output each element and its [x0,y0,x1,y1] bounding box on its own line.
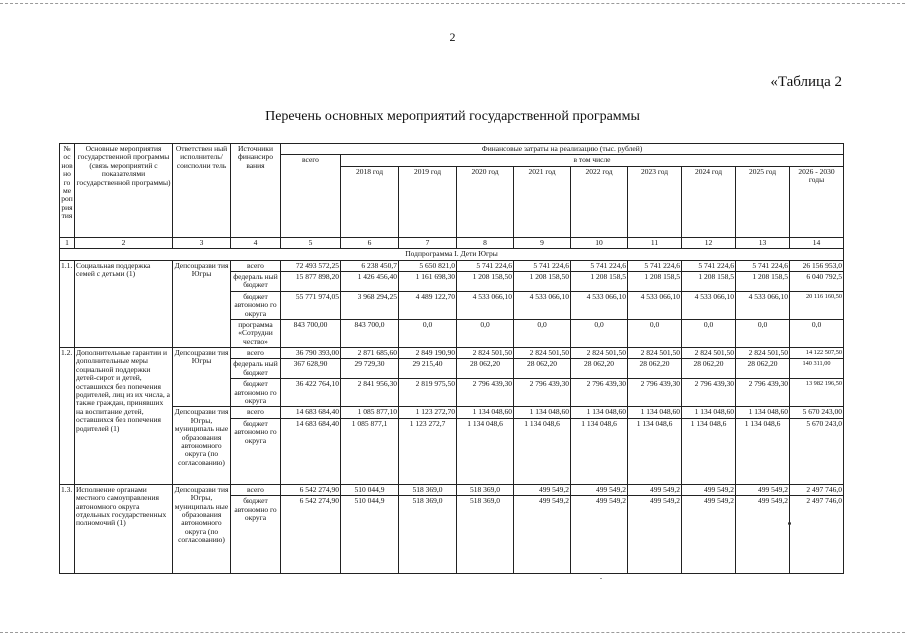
value-cell: 36 790 393,00 [281,348,341,359]
column-index: 14 [790,237,844,248]
responsible-executor: Депсоцразви тия Югры [173,260,231,348]
column-index: 3 [173,237,231,248]
value-cell: 1 134 048,6 [736,418,790,484]
header-year: 2019 год [399,166,457,237]
column-index: 7 [399,237,457,248]
value-cell: 0,0 [571,319,628,347]
value-cell: 1 208 158,50 [457,271,514,291]
value-cell: 4 533 066,10 [682,291,736,319]
scan-dot [788,522,791,525]
value-cell: 2 824 501,50 [628,348,682,359]
value-cell: 29 215,40 [399,359,457,379]
top-scan-edge [0,3,905,4]
subprogram-title: Подпрограмма I. Дети Югры [60,249,844,260]
value-cell: 4 533 066,10 [736,291,790,319]
value-cell: 843 700,00 [281,319,341,347]
value-cell: 5 650 821,0 [399,260,457,271]
funding-source: бюджет автономно го округа [231,379,281,407]
value-cell: 4 489 122,70 [399,291,457,319]
value-cell: 29 729,30 [341,359,399,379]
value-cell: 13 982 196,50 [790,379,844,407]
value-cell: 1 134 048,60 [571,407,628,418]
value-cell: 2 796 439,30 [682,379,736,407]
value-cell: 510 044,9 [341,496,399,574]
value-cell: 0,0 [682,319,736,347]
value-cell: 6 542 274,90 [281,496,341,574]
value-cell: 14 683 684,40 [281,407,341,418]
value-cell: 1 208 158,5 [628,271,682,291]
header-finance: Финансовые затраты на реализацию (тыс. рублей) [281,144,844,155]
value-cell: 1 208 158,5 [571,271,628,291]
value-cell: 28 062,20 [628,359,682,379]
value-cell: 0,0 [628,319,682,347]
value-cell: 2 796 439,30 [457,379,514,407]
header-year: 2021 год [514,166,571,237]
value-cell: 1 134 048,6 [571,418,628,484]
value-cell: 2 824 501,50 [457,348,514,359]
value-cell: 499 549,2 [682,496,736,574]
column-index: 5 [281,237,341,248]
value-cell: 28 062,20 [736,359,790,379]
value-cell: 1 134 048,6 [457,418,514,484]
measure-number: 1.1. [60,260,75,348]
header-year: 2018 год [341,166,399,237]
funding-source: бюджет автономно го округа [231,418,281,484]
funding-source: федераль ный бюджет [231,271,281,291]
value-cell: 2 824 501,50 [682,348,736,359]
value-cell: 499 549,2 [514,496,571,574]
value-cell: 3 968 294,25 [341,291,399,319]
value-cell: 55 771 974,05 [281,291,341,319]
document-title: Перечень основных мероприятий государственной программы [265,109,640,124]
value-cell: 2 849 190,90 [399,348,457,359]
funding-source: федераль ный бюджет [231,359,281,379]
value-cell: 499 549,2 [628,496,682,574]
value-cell: 14 683 684,40 [281,418,341,484]
value-cell: 14 122 507,50 [790,348,844,359]
responsible-executor: Депсоцразви тия Югры [173,348,231,407]
funding-source: всего [231,348,281,359]
value-cell: 0,0 [399,319,457,347]
funding-source: всего [231,260,281,271]
value-cell: 6 238 450,7 [341,260,399,271]
value-cell: 4 533 066,10 [514,291,571,319]
header-including: в том числе [341,155,844,166]
measure-number: 1.3. [60,484,75,573]
value-cell: 5 670 243,0 [790,418,844,484]
value-cell: 499 549,2 [736,484,790,495]
header-num: № ос нов но го ме роп рия тия [60,144,75,238]
value-cell: 0,0 [457,319,514,347]
value-cell: 28 062,20 [571,359,628,379]
funding-source: всего [231,484,281,495]
value-cell: 2 841 956,30 [341,379,399,407]
value-cell: 4 533 066,10 [457,291,514,319]
value-cell: 1 134 048,60 [514,407,571,418]
column-index: 9 [514,237,571,248]
funding-source: бюджет автономно го округа [231,291,281,319]
value-cell: 499 549,2 [736,496,790,574]
header-year: 2025 год [736,166,790,237]
value-cell: 1 085 877,10 [341,407,399,418]
value-cell: 1 123 272,70 [399,407,457,418]
value-cell: 20 116 160,50 [790,291,844,319]
scan-speck [600,578,602,579]
value-cell: 499 549,2 [514,484,571,495]
value-cell: 499 549,2 [571,496,628,574]
bottom-scan-edge [0,632,905,633]
value-cell: 140 311,00 [790,359,844,379]
header-sources: Источники финансиро вания [231,144,281,238]
header-responsible: Ответствен ный исполнитель/ соисполни тель [173,144,231,238]
value-cell: 1 134 048,60 [736,407,790,418]
value-cell: 2 796 439,30 [736,379,790,407]
value-cell: 2 824 501,50 [514,348,571,359]
value-cell: 499 549,2 [682,484,736,495]
column-index: 11 [628,237,682,248]
column-index: 1 [60,237,75,248]
table-row [60,260,844,271]
table-row [60,348,844,359]
value-cell: 2 871 685,60 [341,348,399,359]
value-cell: 26 156 953,0 [790,260,844,271]
value-cell: 518 369,0 [399,496,457,574]
value-cell: 2 796 439,30 [514,379,571,407]
page-number: 2 [449,30,456,44]
value-cell: 499 549,2 [628,484,682,495]
value-cell: 28 062,20 [682,359,736,379]
header-total: всего [281,155,341,237]
funding-source: программа «Сотрудни чество» [231,319,281,347]
measure-number: 1.2. [60,348,75,485]
column-index: 13 [736,237,790,248]
value-cell: 1 134 048,60 [682,407,736,418]
value-cell: 499 549,2 [571,484,628,495]
value-cell: 0,0 [514,319,571,347]
header-year: 2023 год [628,166,682,237]
value-cell: 28 062,20 [514,359,571,379]
header-year: 2024 год [682,166,736,237]
value-cell: 0,0 [790,319,844,347]
value-cell: 5 741 224,6 [628,260,682,271]
program-measures-table [59,143,844,574]
value-cell: 1 123 272,7 [399,418,457,484]
value-cell: 1 161 698,30 [399,271,457,291]
value-cell: 1 134 048,6 [628,418,682,484]
value-cell: 4 533 066,10 [571,291,628,319]
header-measures: Основные мероприятия государственной программы (связь мероприятий с показателями государственной программы) [75,144,173,238]
header-year: 2020 год [457,166,514,237]
column-index: 12 [682,237,736,248]
value-cell: 28 062,20 [457,359,514,379]
value-cell: 1 208 158,5 [736,271,790,291]
header-year: 2026 - 2030 годы [790,166,844,237]
value-cell: 5 741 224,6 [736,260,790,271]
value-cell: 518 369,0 [399,484,457,495]
value-cell: 518 369,0 [457,484,514,495]
value-cell: 36 422 764,10 [281,379,341,407]
value-cell: 510 044,9 [341,484,399,495]
funding-source: всего [231,407,281,418]
value-cell: 5 670 243,00 [790,407,844,418]
funding-source: бюджет автономно го округа [231,496,281,574]
value-cell: 72 493 572,25 [281,260,341,271]
measure-name: Исполнение органами местного самоуправления автономного округа отдельных государственных полномочий (1) [75,484,173,573]
column-index: 4 [231,237,281,248]
value-cell: 5 741 224,6 [682,260,736,271]
table-row [60,484,844,495]
value-cell: 2 796 439,30 [628,379,682,407]
column-index: 10 [571,237,628,248]
measure-name: Социальная поддержка семей с детьми (1) [75,260,173,348]
value-cell: 15 877 898,20 [281,271,341,291]
value-cell: 4 533 066,10 [628,291,682,319]
value-cell: 1 085 877,1 [341,418,399,484]
value-cell: 518 369,0 [457,496,514,574]
column-index: 6 [341,237,399,248]
value-cell: 1 134 048,6 [514,418,571,484]
table-caption: «Таблица 2 [770,74,842,90]
value-cell: 5 741 224,6 [514,260,571,271]
column-index: 2 [75,237,173,248]
value-cell: 2 819 975,50 [399,379,457,407]
value-cell: 0,0 [736,319,790,347]
value-cell: 6 542 274,90 [281,484,341,495]
value-cell: 843 700,0 [341,319,399,347]
value-cell: 6 040 792,5 [790,271,844,291]
value-cell: 1 208 158,5 [682,271,736,291]
value-cell: 5 741 224,6 [571,260,628,271]
header-year: 2022 год [571,166,628,237]
column-index-row [60,237,844,248]
responsible-executor: Депсоцразви тия Югры, муниципаль ные образования автономного округа (по согласованию) [173,484,231,573]
value-cell: 1 134 048,6 [682,418,736,484]
value-cell: 5 741 224,6 [457,260,514,271]
subprogram-row [60,249,844,260]
value-cell: 2 796 439,30 [571,379,628,407]
header-row-main [60,144,844,155]
column-index: 8 [457,237,514,248]
table-row [60,407,844,418]
responsible-executor: Депсоцразви тия Югры, муниципаль ные образования автономного округа (по согласованию) [173,407,231,484]
value-cell: 1 134 048,60 [457,407,514,418]
value-cell: 1 208 158,50 [514,271,571,291]
value-cell: 2 824 501,50 [571,348,628,359]
measure-name: Дополнительные гарантии и дополнительные меры социальной поддержки детей-сирот и детей, оставшихся без попечения родителей, лиц из их числа, а также граждан, принявших на воспитание детей, оставшихся без попечения родителей (1) [75,348,173,485]
value-cell: 2 824 501,50 [736,348,790,359]
value-cell: 1 426 456,40 [341,271,399,291]
value-cell: 2 497 746,0 [790,496,844,574]
value-cell: 1 134 048,60 [628,407,682,418]
value-cell: 367 628,90 [281,359,341,379]
value-cell: 2 497 746,0 [790,484,844,495]
